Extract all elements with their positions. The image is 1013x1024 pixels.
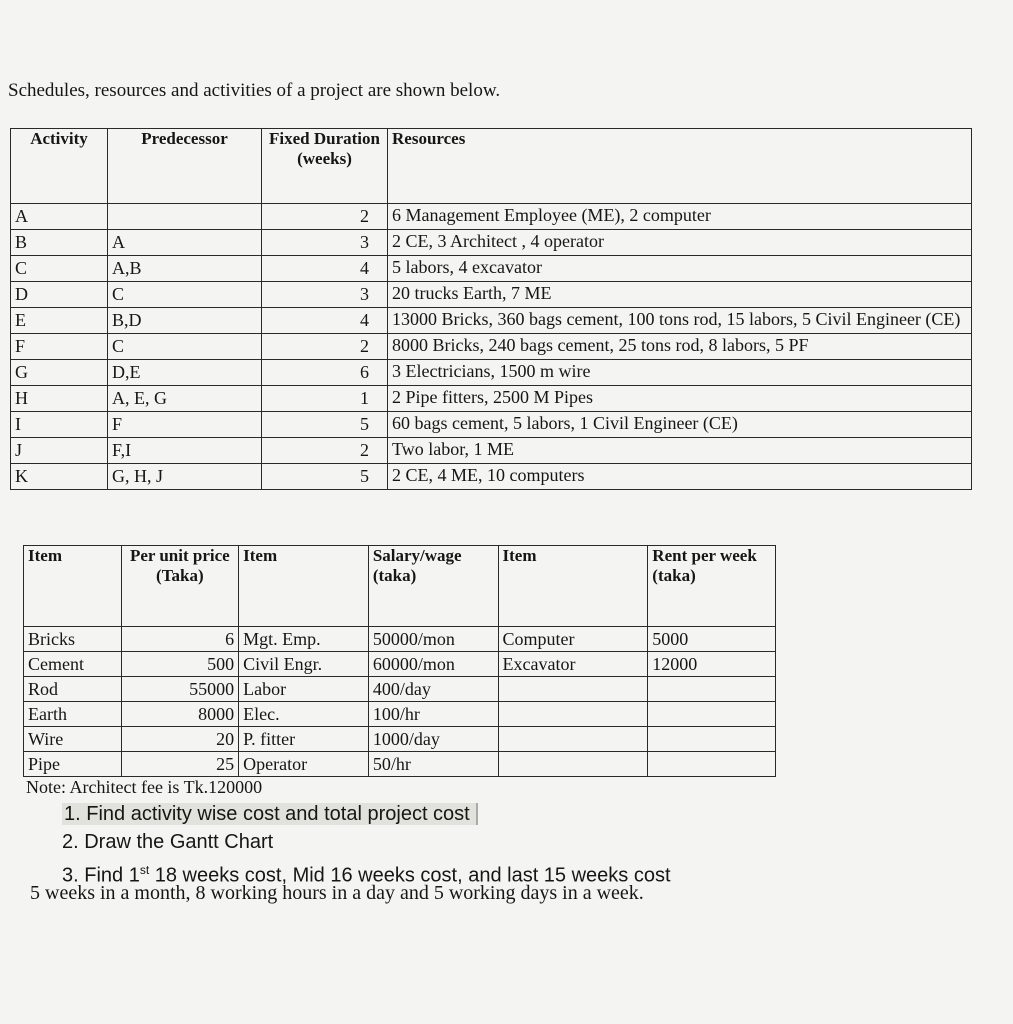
cell-unit-price: 20 [121, 727, 239, 752]
header-activity: Activity [11, 129, 108, 204]
header-unit-price: Per unit price (Taka) [121, 546, 239, 627]
price-table-body [24, 627, 776, 777]
cell-predecessor: G, H, J [108, 464, 262, 490]
cell-resources: 2 CE, 3 Architect , 4 operator [388, 230, 972, 256]
cell-duration: 4 [262, 308, 388, 334]
activity-row [11, 204, 972, 230]
cell-resources: 13000 Bricks, 360 bags cement, 100 tons rod, 15 labors, 5 Civil Engineer (CE) [388, 308, 972, 334]
cell-duration: 4 [262, 256, 388, 282]
cell-rent: 5000 [648, 627, 776, 652]
header-staff-item: Item [239, 546, 369, 627]
cell-predecessor: A,B [108, 256, 262, 282]
price-row [24, 677, 776, 702]
cell-activity: D [11, 282, 108, 308]
cell-resources: 6 Management Employee (ME), 2 computer [388, 204, 972, 230]
cell-predecessor: F [108, 412, 262, 438]
cell-material: Cement [24, 652, 122, 677]
cell-unit-price: 55000 [121, 677, 239, 702]
cell-duration: 5 [262, 412, 388, 438]
header-rent: Rent per week (taka) [648, 546, 776, 627]
cell-equipment [498, 702, 648, 727]
cell-staff: Mgt. Emp. [239, 627, 369, 652]
cell-duration: 1 [262, 386, 388, 412]
cell-equipment [498, 727, 648, 752]
cell-activity: I [11, 412, 108, 438]
cell-duration: 6 [262, 360, 388, 386]
header-salary: Salary/wage (taka) [368, 546, 498, 627]
cell-unit-price: 500 [121, 652, 239, 677]
cell-staff: Labor [239, 677, 369, 702]
cell-activity: A [11, 204, 108, 230]
cell-resources: 2 Pipe fitters, 2500 M Pipes [388, 386, 972, 412]
cell-activity: K [11, 464, 108, 490]
cell-duration: 2 [262, 204, 388, 230]
header-predecessor: Predecessor [108, 129, 262, 204]
question-1-text: 1. Find activity wise cost and total project cost [62, 803, 478, 825]
question-3-prefix: 3. Find 1 [62, 864, 140, 887]
activity-row [11, 256, 972, 282]
cell-resources: 2 CE, 4 ME, 10 computers [388, 464, 972, 490]
cell-staff: P. fitter [239, 727, 369, 752]
cell-salary: 60000/mon [368, 652, 498, 677]
cell-material: Bricks [24, 627, 122, 652]
cell-salary: 400/day [368, 677, 498, 702]
cell-predecessor: D,E [108, 360, 262, 386]
question-2: 2. Draw the Gantt Chart [62, 831, 274, 853]
cell-staff: Operator [239, 752, 369, 777]
price-row [24, 702, 776, 727]
activity-row [11, 282, 972, 308]
cell-unit-price: 8000 [121, 702, 239, 727]
cell-predecessor: C [108, 334, 262, 360]
cell-predecessor: A [108, 230, 262, 256]
header-duration: Fixed Duration (weeks) [262, 129, 388, 204]
cell-equipment: Computer [498, 627, 648, 652]
cell-predecessor: A, E, G [108, 386, 262, 412]
header-item: Item [24, 546, 122, 627]
cell-unit-price: 6 [121, 627, 239, 652]
price-header-row [24, 546, 776, 627]
price-row [24, 627, 776, 652]
activity-header-row [11, 129, 972, 204]
cell-unit-price: 25 [121, 752, 239, 777]
cell-equipment: Excavator [498, 652, 648, 677]
activity-row [11, 360, 972, 386]
activity-row [11, 308, 972, 334]
cell-predecessor [108, 204, 262, 230]
cell-predecessor: F,I [108, 438, 262, 464]
question-3-rest: 18 weeks cost, Mid 16 weeks cost, and last 15 weeks cost [149, 864, 671, 887]
cell-duration: 2 [262, 438, 388, 464]
cell-resources: Two labor, 1 ME [388, 438, 972, 464]
activity-row [11, 386, 972, 412]
cell-activity: B [11, 230, 108, 256]
cell-resources: 20 trucks Earth, 7 ME [388, 282, 972, 308]
cell-material: Earth [24, 702, 122, 727]
cell-salary: 50/hr [368, 752, 498, 777]
cell-salary: 1000/day [368, 727, 498, 752]
cell-salary: 100/hr [368, 702, 498, 727]
activity-row [11, 230, 972, 256]
header-resources: Resources [388, 129, 972, 204]
cell-duration: 3 [262, 230, 388, 256]
cell-rent [648, 677, 776, 702]
cell-resources: 8000 Bricks, 240 bags cement, 25 tons rod, 8 labors, 5 PF [388, 334, 972, 360]
question-3-sup: st [139, 863, 150, 877]
activity-row [11, 464, 972, 490]
question-list [62, 800, 671, 890]
cell-material: Pipe [24, 752, 122, 777]
cell-salary: 50000/mon [368, 627, 498, 652]
activity-row [11, 438, 972, 464]
cell-material: Wire [24, 727, 122, 752]
cell-resources: 3 Electricians, 1500 m wire [388, 360, 972, 386]
intro-text: Schedules, resources and activities of a project are shown below. [8, 80, 501, 101]
cell-resources: 60 bags cement, 5 labors, 1 Civil Engineer (CE) [388, 412, 972, 438]
cell-equipment [498, 752, 648, 777]
cell-duration: 5 [262, 464, 388, 490]
cell-activity: J [11, 438, 108, 464]
cell-rent [648, 702, 776, 727]
cell-duration: 2 [262, 334, 388, 360]
price-table [23, 545, 776, 777]
architect-fee-note: Note: Architect fee is Tk.120000 [26, 777, 263, 797]
cell-equipment [498, 677, 648, 702]
cell-resources: 5 labors, 4 excavator [388, 256, 972, 282]
price-row [24, 752, 776, 777]
activity-row [11, 412, 972, 438]
activity-row [11, 334, 972, 360]
cell-rent [648, 727, 776, 752]
cell-predecessor: B,D [108, 308, 262, 334]
header-equipment-item: Item [498, 546, 648, 627]
cell-material: Rod [24, 677, 122, 702]
price-row [24, 727, 776, 752]
cell-staff: Elec. [239, 702, 369, 727]
cell-staff: Civil Engr. [239, 652, 369, 677]
cell-activity: F [11, 334, 108, 360]
assumptions-text: 5 weeks in a month, 8 working hours in a day and 5 working days in a week. [30, 882, 644, 904]
activity-table [10, 128, 972, 490]
cell-activity: G [11, 360, 108, 386]
cell-predecessor: C [108, 282, 262, 308]
cell-duration: 3 [262, 282, 388, 308]
cell-rent: 12000 [648, 652, 776, 677]
question-1 [62, 800, 671, 828]
cell-activity: E [11, 308, 108, 334]
activity-table-body [11, 204, 972, 490]
cell-rent [648, 752, 776, 777]
price-row [24, 652, 776, 677]
cell-activity: C [11, 256, 108, 282]
cell-activity: H [11, 386, 108, 412]
